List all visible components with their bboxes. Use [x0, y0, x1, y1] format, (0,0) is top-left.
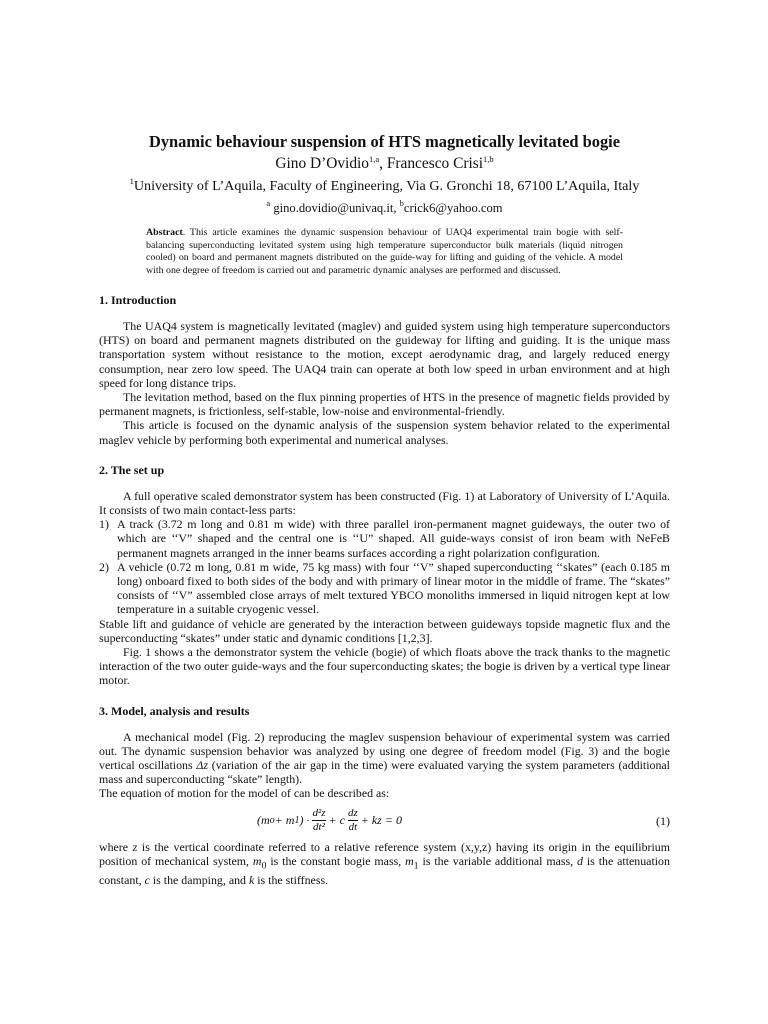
- list-number: 2): [99, 559, 109, 574]
- fraction-numerator: dz: [347, 807, 358, 820]
- equation-number: (1): [656, 813, 670, 828]
- abstract-text: . This article examines the dynamic suspension behaviour of UAQ4 experimental train bogie with self-balancing superconducting levitated system using high temperature superconductor bulk materials (liquid nitrogen cooled) on board and permanent magnets distributed on the guide-way for lifting and guiding of the vehicle. A model with one degree of freedom is carried out and parametric dynamic analyses are performed and discussed.: [146, 227, 623, 276]
- parts-list: [99, 517, 670, 616]
- author-superscript: 1,b: [483, 154, 494, 164]
- author-superscript: 1,a: [368, 154, 380, 164]
- section-heading: 1. Introduction: [99, 293, 177, 307]
- paper-page: [99, 132, 670, 888]
- math-symbol: m: [252, 853, 262, 868]
- list-item: [99, 517, 670, 560]
- paragraph: A full operative scaled demonstrator system has been constructed (Fig. 1) at Laboratory of University of L’Aquila. It consists of two main contact-less parts:: [99, 488, 670, 518]
- paragraph-text: (variation of the air gap in the time) were evaluated varying the system parameters (additional mass and superconducting “skate” length).: [99, 758, 670, 787]
- equation-term: + c: [328, 813, 345, 828]
- paragraph: The levitation method, based on the flux pinning properties of HTS in the presence of magnetic fields provided by permanent magnets, is frictionless, self-stable, low-noise and environmental-friendly.: [99, 390, 670, 419]
- equation-term: + kz = 0: [360, 813, 402, 828]
- list-item-text: A track (3.72 m long and 0.81 m wide) with three parallel iron-permanent magnet guideways, the outer two of which are ‘‘V” shaped and the central one is ‘‘U” shaped. All guide-ways consist of iron beam with NeFeB permanent magnets arranged in the inner beams surfaces according a right polarization configuration.: [117, 517, 670, 560]
- paragraph: This article is focused on the dynamic analysis of the suspension system behavior related to the experimental maglev vehicle by performing both experimental and numerical analyses.: [99, 418, 670, 447]
- list-item: [99, 560, 670, 617]
- paragraph: The equation of motion for the model of can be described as:: [99, 786, 390, 801]
- author-name: , Francesco Crisi: [379, 155, 484, 172]
- math-subscript: 1: [413, 860, 419, 872]
- abstract-label: Abstract: [146, 227, 183, 238]
- fraction-second-derivative: [312, 807, 325, 834]
- paper-title: Dynamic behaviour suspension of HTS magnetically levitated bogie: [149, 132, 620, 151]
- math-symbol: k: [248, 873, 255, 888]
- fraction-numerator: d²z: [312, 807, 326, 820]
- paragraph-text: where: [99, 839, 129, 854]
- paragraph: Fig. 1 shows a the demonstrator system the vehicle (bogie) of which floats above the track thanks to the magnetic interaction of the two outer guide-ways and the four superconducting skates; the bogie is driven by a vertical type linear motor.: [99, 645, 670, 688]
- author-name: Gino D’Ovidio: [275, 155, 369, 172]
- math-symbol: Δz: [196, 758, 208, 773]
- math-symbol: c: [144, 873, 150, 888]
- equation-term: ) ·: [299, 813, 310, 828]
- equation-of-motion: [257, 804, 402, 838]
- equation-term: + m: [274, 813, 295, 828]
- paragraph-text: A mechanical model (Fig. 2) reproducing the maglev suspension behaviour of experimental system was carried out. The dynamic suspension behavior was analyzed by using one degree of freedom model (Fig. 3) and the bogie vertical oscillations: [99, 729, 670, 773]
- paragraph-text: is the constant bogie mass,: [270, 853, 402, 868]
- abstract: [146, 227, 623, 277]
- fraction-first-derivative: [348, 807, 358, 834]
- fraction-denominator: dt: [348, 821, 358, 834]
- section-heading: 2. The set up: [99, 462, 165, 477]
- paragraph-text: is the vertical coordinate referred to a relative reference system (x,y,z) having its origin in the equilibrium position of mechanical system,: [99, 839, 671, 868]
- math-symbol: m: [405, 853, 414, 868]
- email-superscript: b: [399, 198, 404, 208]
- list-number: 1): [99, 517, 109, 532]
- paragraph-text: is the variable additional mass,: [422, 853, 574, 868]
- equation-block: [99, 804, 670, 838]
- paragraph: [99, 730, 670, 787]
- math-symbol: d: [577, 853, 583, 868]
- affiliation-line: [99, 175, 670, 197]
- email-text: crick6@yahoo.com: [403, 201, 503, 215]
- math-subscript: 0: [261, 860, 267, 872]
- email-line: [99, 197, 670, 219]
- email-text: gino.dovidio@univaq.it,: [270, 201, 400, 215]
- paragraph: Stable lift and guidance of vehicle are generated by the interaction between guideways topside magnetic flux and the superconducting “skates” under static and dynamic conditions [1,2,3].: [99, 616, 670, 645]
- fraction-denominator: dt²: [313, 821, 325, 834]
- equation-subscript: 1: [294, 815, 300, 827]
- equation-term: (m: [257, 813, 270, 828]
- math-symbol: z: [132, 839, 138, 854]
- email-superscript: a: [266, 198, 271, 208]
- paragraph-text: is the damping, and: [152, 873, 246, 888]
- affiliation-superscript: 1: [129, 176, 134, 186]
- affiliation-text: University of L’Aquila, Faculty of Engineering, Via G. Gronchi 18, 67100 L’Aquila, Italy: [133, 178, 640, 194]
- list-item-text: A vehicle (0.72 m long, 0.81 m wide, 75 kg mass) with four ‘‘V” shaped superconducting ‘‘skates” (each 0.185 m long) onboard fixed to both sides of the body and with primary of linear motor in the middle of frame. The “skates” consists of ‘‘V” assembled close arrays of melt textured YBCO monoliths immersed in liquid nitrogen kept at low temperature in a suitable cryogenic vessel.: [117, 559, 670, 617]
- paragraph: [99, 840, 670, 888]
- paragraph-text: is the attenuation constant,: [99, 853, 670, 888]
- author-line: [99, 153, 670, 175]
- equation-subscript: o: [269, 815, 275, 827]
- paragraph-text: is the stiffness.: [257, 873, 329, 888]
- paragraph: The UAQ4 system is magnetically levitated (maglev) and guided system using high temperature superconductors (HTS) on board and permanent magnets distributed on the guideway for lifting and guiding. It is the unique mass transportation system without resistance to the motion, except aerodynamic drag, and largely reduced energy consumption, near zero low speed. The UAQ4 train can operate at both low speed in urban environment and at high speed for long distance trips.: [99, 319, 670, 390]
- section-heading: 3. Model, analysis and results: [99, 703, 250, 718]
